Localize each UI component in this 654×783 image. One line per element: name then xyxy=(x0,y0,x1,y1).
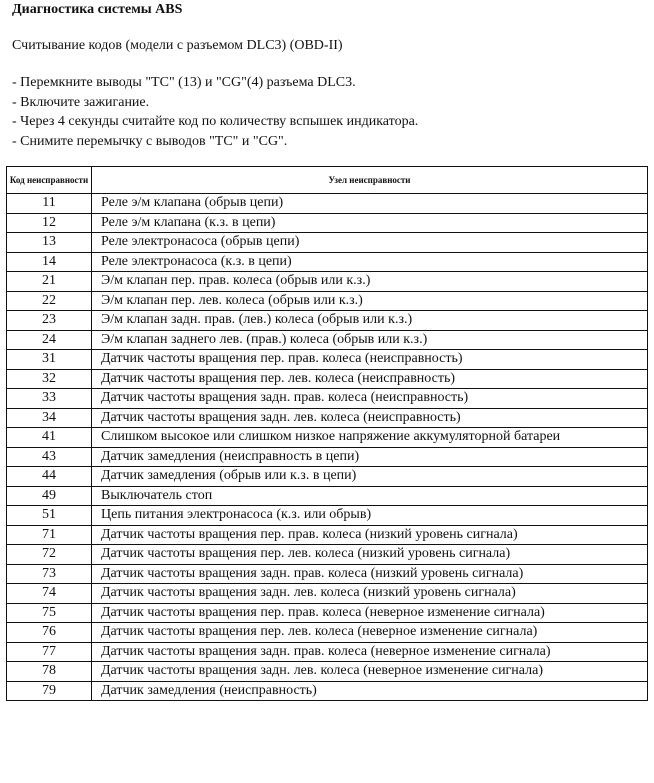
table-row xyxy=(7,428,648,448)
fault-code-cell: 75 xyxy=(7,603,92,623)
fault-description-cell: Датчик частоты вращения пер. лев. колеса (неверное изменение сигнала) xyxy=(92,623,648,643)
fault-code-cell: 77 xyxy=(7,642,92,662)
fault-description-cell: Датчик частоты вращения задн. прав. колеса (низкий уровень сигнала) xyxy=(92,564,648,584)
fault-description-cell: Датчик частоты вращения задн. лев. колеса (неисправность) xyxy=(92,408,648,428)
fault-code-cell: 41 xyxy=(7,428,92,448)
fault-description-cell: Слишком высокое или слишком низкое напряжение аккумуляторной батареи xyxy=(92,428,648,448)
table-row xyxy=(7,194,648,214)
fault-description-cell: Э/м клапан пер. прав. колеса (обрыв или к.з.) xyxy=(92,272,648,292)
column-header-description: Узел неисправности xyxy=(92,167,648,194)
fault-code-cell: 73 xyxy=(7,564,92,584)
fault-description-cell: Датчик частоты вращения задн. прав. колеса (неверное изменение сигнала) xyxy=(92,642,648,662)
table-row xyxy=(7,369,648,389)
fault-code-cell: 49 xyxy=(7,486,92,506)
instruction-step: - Снимите перемычку с выводов "ТС" и "CG". xyxy=(12,133,288,149)
table-row xyxy=(7,272,648,292)
table-header-row xyxy=(7,167,648,194)
instruction-list xyxy=(12,73,418,151)
fault-code-cell: 22 xyxy=(7,291,92,311)
instruction-step: - Через 4 секунды считайте код по количеству вспышек индикатора. xyxy=(12,114,419,129)
fault-code-cell: 79 xyxy=(7,681,92,701)
fault-code-cell: 33 xyxy=(7,389,92,409)
fault-code-cell: 76 xyxy=(7,623,92,643)
fault-code-cell: 13 xyxy=(7,233,92,253)
table-row xyxy=(7,311,648,331)
table-row xyxy=(7,350,648,370)
document-title: Диагностика системы ABS xyxy=(12,2,183,17)
table-row xyxy=(7,447,648,467)
fault-description-cell: Датчик частоты вращения пер. прав. колеса (неисправность) xyxy=(92,350,648,370)
fault-description-cell: Датчик частоты вращения задн. прав. колеса (неисправность) xyxy=(92,389,648,409)
table-row xyxy=(7,389,648,409)
fault-description-cell: Реле электронасоса (обрыв цепи) xyxy=(92,233,648,253)
table-row xyxy=(7,545,648,565)
fault-code-cell: 78 xyxy=(7,662,92,682)
fault-description-cell: Датчик замедления (неисправность) xyxy=(92,681,648,701)
column-header-code: Код неисправности xyxy=(7,167,92,194)
table-row xyxy=(7,408,648,428)
fault-code-cell: 23 xyxy=(7,311,92,331)
fault-description-cell: Реле электронасоса (к.з. в цепи) xyxy=(92,252,648,272)
fault-description-cell: Выключатель стоп xyxy=(92,486,648,506)
table-row xyxy=(7,291,648,311)
table-row xyxy=(7,564,648,584)
table-row xyxy=(7,486,648,506)
table-row xyxy=(7,584,648,604)
fault-code-table xyxy=(6,166,648,701)
fault-description-cell: Цепь питания электронасоса (к.з. или обрыв) xyxy=(92,506,648,526)
fault-code-cell: 34 xyxy=(7,408,92,428)
table-row xyxy=(7,642,648,662)
fault-description-cell: Датчик частоты вращения задн. лев. колеса (неверное изменение сигнала) xyxy=(92,662,648,682)
table-row xyxy=(7,681,648,701)
fault-description-cell: Э/м клапан заднего лев. (прав.) колеса (обрыв или к.з.) xyxy=(92,330,648,350)
table-row xyxy=(7,330,648,350)
fault-description-cell: Датчик частоты вращения задн. лев. колеса (низкий уровень сигнала) xyxy=(92,584,648,604)
fault-code-cell: 72 xyxy=(7,545,92,565)
fault-description-cell: Датчик частоты вращения пер. лев. колеса (неисправность) xyxy=(92,369,648,389)
fault-description-cell: Датчик замедления (неисправность в цепи) xyxy=(92,447,648,467)
fault-code-cell: 43 xyxy=(7,447,92,467)
fault-description-cell: Датчик замедления (обрыв или к.з. в цепи) xyxy=(92,467,648,487)
fault-code-cell: 14 xyxy=(7,252,92,272)
table-row xyxy=(7,506,648,526)
table-row xyxy=(7,662,648,682)
table-row xyxy=(7,213,648,233)
fault-code-cell: 32 xyxy=(7,369,92,389)
document-subtitle: Считывание кодов (модели с разъемом DLC3) (OBD-II) xyxy=(12,38,343,53)
fault-description-cell: Реле э/м клапана (к.з. в цепи) xyxy=(92,213,648,233)
fault-description-cell: Э/м клапан пер. лев. колеса (обрыв или к.з.) xyxy=(92,291,648,311)
table-body xyxy=(7,194,648,701)
fault-description-cell: Датчик частоты вращения пер. прав. колеса (неверное изменение сигнала) xyxy=(92,603,648,623)
fault-code-cell: 51 xyxy=(7,506,92,526)
table-row xyxy=(7,252,648,272)
table-row xyxy=(7,603,648,623)
fault-description-cell: Э/м клапан задн. прав. (лев.) колеса (обрыв или к.з.) xyxy=(92,311,648,331)
instruction-step: - Включите зажигание. xyxy=(12,94,150,110)
fault-code-cell: 71 xyxy=(7,525,92,545)
fault-code-cell: 24 xyxy=(7,330,92,350)
table-row xyxy=(7,467,648,487)
table-row xyxy=(7,525,648,545)
fault-code-cell: 12 xyxy=(7,213,92,233)
fault-description-cell: Реле э/м клапана (обрыв цепи) xyxy=(92,194,648,214)
table-row xyxy=(7,623,648,643)
fault-description-cell: Датчик частоты вращения пер. прав. колеса (низкий уровень сигнала) xyxy=(92,525,648,545)
fault-code-cell: 11 xyxy=(7,194,92,214)
fault-code-cell: 74 xyxy=(7,584,92,604)
fault-code-cell: 44 xyxy=(7,467,92,487)
table-row xyxy=(7,233,648,253)
fault-description-cell: Датчик частоты вращения пер. лев. колеса (низкий уровень сигнала) xyxy=(92,545,648,565)
fault-code-cell: 21 xyxy=(7,272,92,292)
fault-code-cell: 31 xyxy=(7,350,92,370)
instruction-step: - Перемкните выводы "ТС" (13) и "CG"(4) разъема DLC3. xyxy=(12,75,356,90)
